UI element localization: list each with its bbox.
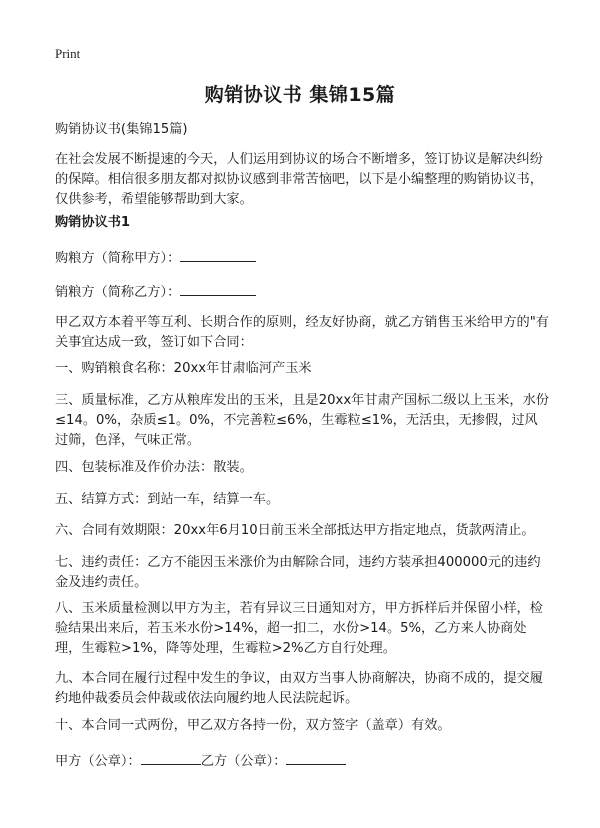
buyer-line <box>55 247 550 269</box>
section-heading: 购销协议书1 <box>55 215 131 230</box>
print-label: Print <box>55 46 81 61</box>
clause-4: 四、包装标准及作价办法：散装。 <box>55 460 253 475</box>
seller-line <box>55 281 550 303</box>
clause-7: 七、违约责任：乙方不能因玉米涨价为由解除合同，违约方装承担400000元的违约金及违约责任。 <box>55 555 541 590</box>
document-subtitle: 购销协议书(集锦15篇) <box>55 122 188 137</box>
signature-line <box>55 750 550 772</box>
preamble-paragraph: 甲乙双方本着平等互利、长期合作的原则，经友好协商，就乙方销售玉米给甲方的"有关事宜达成一致，签订如下合同： <box>55 315 549 350</box>
seller-blank <box>180 281 256 296</box>
party-b-blank <box>286 750 346 765</box>
clause-1: 一、购销粮食名称：20xx年甘肃临河产玉米 <box>55 361 312 376</box>
party-b-label: 乙方（公章）： <box>200 754 287 769</box>
intro-paragraph: 在社会发展不断提速的今天，人们运用到协议的场合不断增多，签订协议是解决纠纷的保障。相信很多朋友都对拟协议感到非常苦恼吧，以下是小编整理的购销协议书，仅供参考，希望能够帮助到大家。 <box>55 152 543 207</box>
buyer-blank <box>180 247 256 262</box>
clause-8: 八、玉米质量检测以甲方为主，若有异议三日通知对方，甲方拆样后并保留小样，检验结果出来后，若玉米水份>14%，超一扣二，水份>14。5%，乙方来人协商处理，生霉粒>1%，降等处理，生霉粒>2%乙方自行处理。 <box>55 601 543 656</box>
clause-3: 三、质量标准，乙方从粮库发出的玉米，且是20xx年甘肃产国标二级以上玉米，水份≤14。0%，杂质≤1。0%，不完善粒≤6%，生霉粒≤1%，无活虫，无掺假，过风过筛，色泽，气味正常。 <box>55 393 549 448</box>
seller-label: 销粮方（简称乙方）： <box>55 285 181 300</box>
clause-5: 五、结算方式：到站一车，结算一车。 <box>55 492 280 507</box>
buyer-label: 购粮方（简称甲方）： <box>55 251 181 266</box>
party-a-blank <box>141 750 201 765</box>
clause-9: 九、本合同在履行过程中发生的争议，由双方当事人协商解决，协商不成的，提交履约地仲裁委员会仲裁或依法向履约地人民法院起诉。 <box>55 671 543 706</box>
page-title: 购销协议书 集锦15篇 <box>204 84 396 106</box>
party-a-label: 甲方（公章）： <box>55 754 141 769</box>
clause-10: 十、本合同一式两份，甲乙双方各持一份，双方签字（盖章）有效。 <box>55 718 451 733</box>
clause-6: 六、合同有效期限：20xx年6月10日前玉米全部抵达甲方指定地点，货款两清止。 <box>55 523 535 538</box>
